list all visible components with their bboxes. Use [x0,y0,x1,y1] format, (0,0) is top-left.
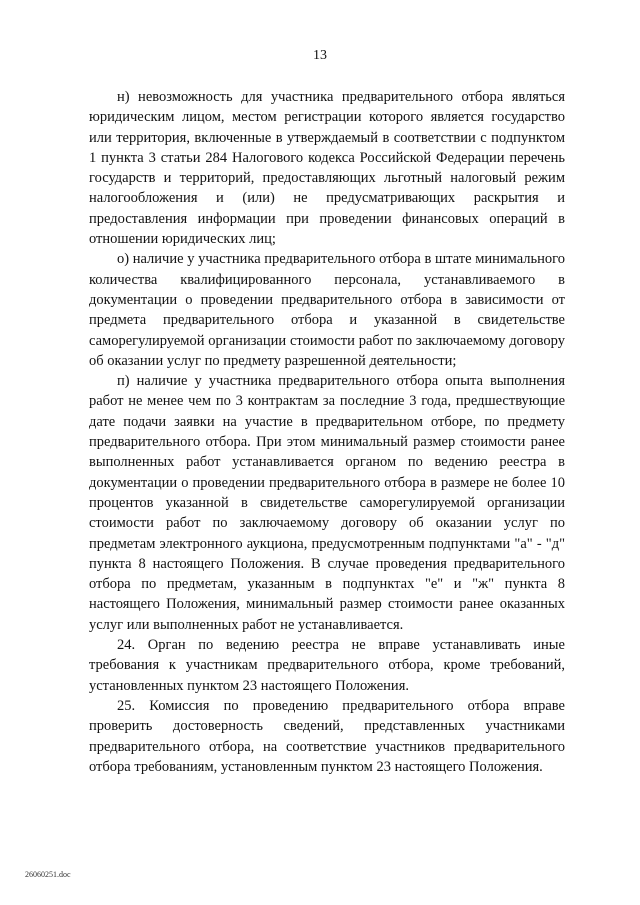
paragraph-item-n: н) невозможность для участника предварительного отбора являться юридическим лицом, местом регистрации которого является государство или территория, включенные в утверждаемый в соответствии с подпунктом 1 пункта 3 статьи 284 Налогового кодекса Российской Федерации перечень государств и территорий, предоставляющих льготный налоговый режим налогообложения и (или) не предусматривающих раскрытия и предоставления информации при проведении финансовых операций в отношении юридических лиц; [89,89,565,248]
document-body [89,87,565,777]
page-number: 13 [313,48,327,63]
paragraph-25: 25. Комиссия по проведению предварительного отбора вправе проверить достоверность сведений, представленных участниками предварительного отбора, на соответствие участников предварительного отбора требованиям, установленным пунктом 23 настоящего Положения. [89,697,565,775]
paragraph-item-p: п) наличие у участника предварительного отбора опыта выполнения работ не менее чем по 3 контрактам за последние 3 года, предшествующие дате подачи заявки на участие в предварительном отборе, по предмету предварительного отбора. При этом минимальный размер стоимости ранее выполненных работ устанавливается органом по ведению реестра в документации о проведении предварительного отбора в размере не более 10 процентов указанной в свидетельстве саморегулируемой организации стоимости работ по заключаемому договору об оказании услуг по предметам электронного аукциона, предусмотренным подпунктами "а" - "д" пункта 8 настоящего Положения. В случае проведения предварительного отбора по предметам, указанным в подпунктах "е" и "ж" пункта 8 настоящего Положения, минимальный размер стоимости ранее оказанных услуг или выполненных работ не устанавливается. [89,373,565,633]
paragraph-24: 24. Орган по ведению реестра не вправе устанавливать иные требования к участникам предварительного отбора, кроме требований, установленных пунктом 23 настоящего Положения. [89,637,565,694]
paragraph-item-o: о) наличие у участника предварительного отбора в штате минимального количества квалифицированного персонала, устанавливаемого в документации о проведении предварительного отбора в зависимости от предмета предварительного отбора и указанной в свидетельстве саморегулируемой организации стоимости работ по заключаемому договору об оказании услуг по предмету разрешенной деятельности; [89,251,565,369]
footer-filename: 26060251.doc [25,870,71,879]
